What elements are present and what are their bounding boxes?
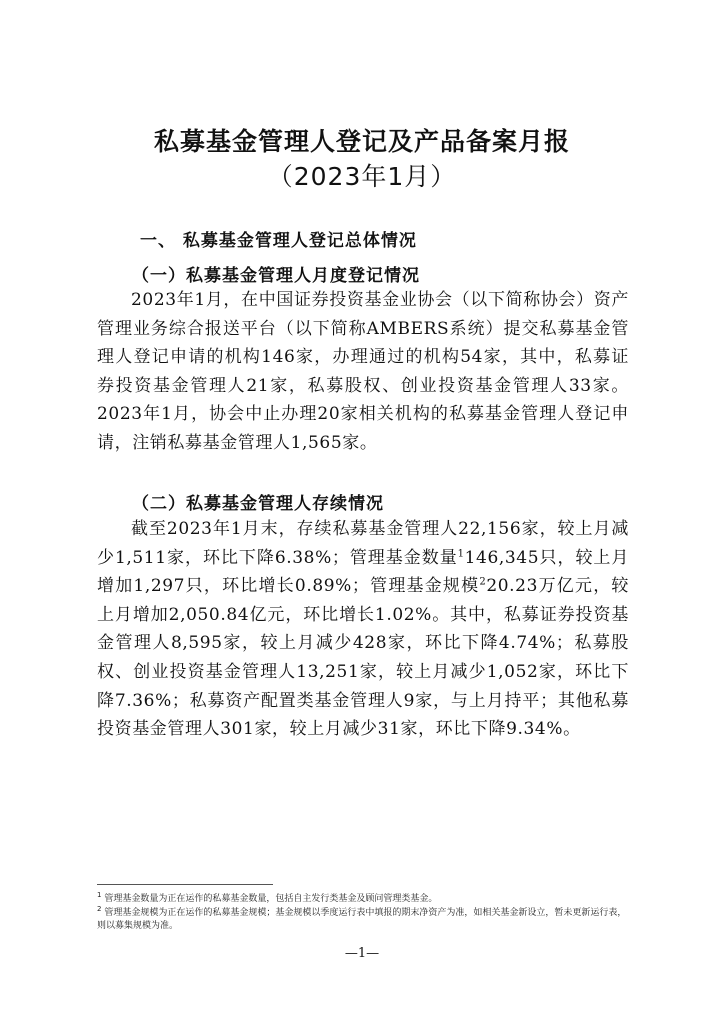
footnote-1: [97, 893, 632, 906]
document-subtitle-date: （2023年1月）: [267, 162, 457, 191]
subsection-1-heading: （一）私募基金管理人月度登记情况: [132, 266, 420, 286]
page-number: —1—: [344, 946, 380, 961]
document-title: 私募基金管理人登记及产品备案月报: [153, 127, 570, 156]
section-1-heading: 一、 私募基金管理人登记总体情况: [140, 231, 417, 251]
footnote-divider: [97, 884, 273, 885]
footnote-mark: 1: [97, 891, 102, 899]
subsection-1-paragraph: 2023年1月，在中国证券投资基金业协会（以下简称协会）资产管理业务综合报送平台（以下简称AMBERS系统）提交私募基金管理人登记申请的机构146家，办理通过的机构54家，其中，私募证券投资基金管理人21家，私募股权、创业投资基金管理人33家。2023年1月，协会中止办理20家相关机构的私募基金管理人登记申请，注销私募基金管理人1,565家。: [97, 290, 629, 453]
footnote-text: 管理基金数量为正在运作的私募基金数量，包括自主发行类基金及顾问管理类基金。: [101, 894, 438, 904]
paragraph-segment: 146,345只，较上月增加1,297只，环比增长0.89%；管理基金规模: [97, 547, 630, 597]
footnote-mark: 2: [97, 905, 102, 913]
subsection-2-heading: （二）私募基金管理人存续情况: [132, 494, 384, 514]
paragraph-segment: 20.23万亿元，较上月增加2,050.84亿元，环比增长1.02%。其中，私募证券投资基金管理人8,595家，较上月减少428家，环比下降4.74%；私募股权、创业投资基金管理人13,251家，较上月减少1,052家，环比下降7.36%；私募资产配置类基金管理人9家，与上月持平；其他私募投资基金管理人301家，较上月减少31家，环比下降9.34%。: [97, 576, 630, 740]
footnote-text: 管理基金规模为正在运作的私募基金规模；基金规模以季度运行表中填报的期末净资产为准，如相关基金新设立，暂未更新运行表，则以募集规模为准。: [97, 908, 627, 931]
subsection-2-paragraph: [97, 515, 629, 744]
footnote-ref-2[interactable]: 2: [479, 576, 487, 588]
footnote-2: [97, 907, 632, 932]
paragraph-segment: 截至2023年1月末，存续私募基金管理人22,156家，较上月减少1,511家，环比下降6.38%；管理基金数量: [97, 519, 629, 568]
footnote-ref-1[interactable]: 1: [457, 547, 465, 559]
